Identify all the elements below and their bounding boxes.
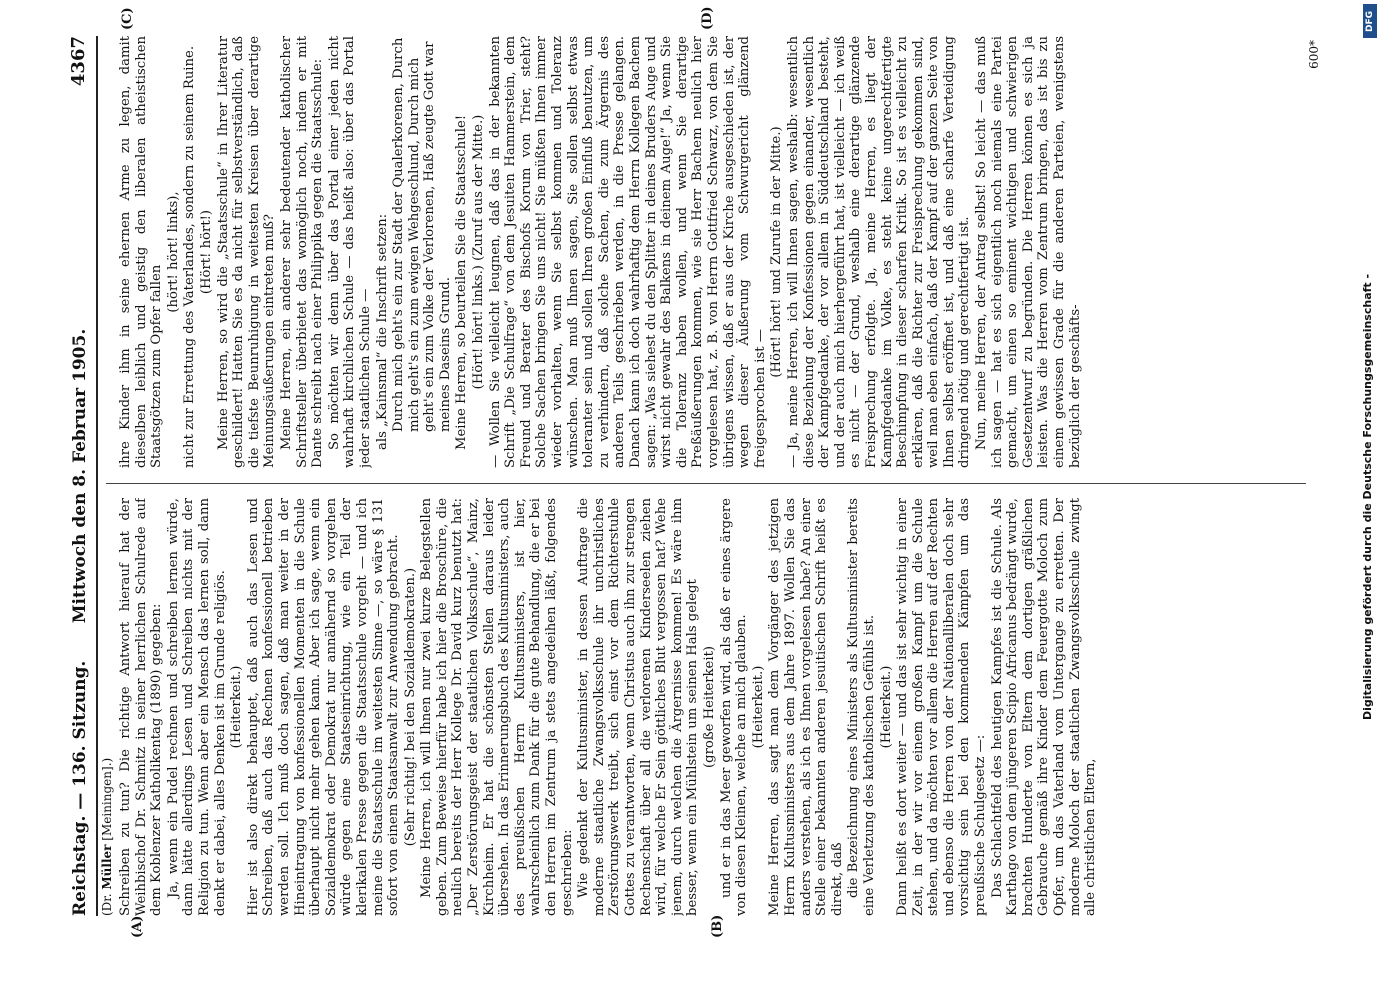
speaker-name: Müller <box>100 844 114 890</box>
speaker-heading <box>100 758 114 916</box>
interjection: (Hört! hört! links.) (Zuruf aus der Mitte.) <box>471 114 487 390</box>
footer-mark: 600* <box>1307 40 1321 69</box>
paragraph: Wie gedenkt der Kultusminister, in dessen Auftrage die moderne staatliche Zwangsvolksschule ihr unchristliches Zerstörungswerk treibt, sich einst vor dem Richterstuhle Gottes zu verantworten, wenn Christus auch ihn zur strengen Rechenschaft über all die verlorenen Kinderseelen ziehen wird, für welche Er Sein göttliches Blut vergossen hat? Wehe jenem, durch welchen die Ärgernisse kommen! Es wäre ihm besser, wenn ein Mühlstein um seinen Hals gelegt <box>576 498 701 916</box>
interjection: (Hört! hört! und Zurufe in der Mitte.) <box>769 126 785 378</box>
margin-mark-c: (C) <box>120 7 135 30</box>
paragraph: Meine Herren, das sagt man dem Vorgänger des jetzigen Herrn Kultusministers aus dem Jahre 1897. Wollen Sie das anders verstehen, als ich es Ihnen vorgelesen habe? An einer Stelle einer bekannten anderen jesuitischen Schrift heißt es direkt, daß <box>767 498 845 916</box>
interjection: (Hört! hört!) <box>198 209 214 295</box>
left-column <box>118 498 1308 916</box>
speaker-district: [Meiningen].) <box>100 757 114 841</box>
paragraph: — Wollen Sie vielleicht leugnen, daß das in der bekannten Schrift „Die Schulfrage“ von dem Jesuiten Hammerstein, dem Freund und Berater des Bischofs Korum von Trier, steht? Solche Sachen bringen Sie uns nicht! Sie müßten Ihnen immer wieder vorhalten, wenn Sie selbst kommen und Toleranz wünschen. Man muß Ihnen sagen, Sie sollen selbst etwas toleranter sein und sollen Ihren großen Einfluß benutzen, um zu verhindern, daß solche Sachen, die zum Ärgernis des anderen Teils geschrieben werden, in die Presse gelangen. Danach kann ich doch wahrhaftig dem Herrn Kollegen Bachem sagen: „Was siehest du den Splitter in deines Bruders Auge und wirst nicht gewahr des Balkens in deinem Auge!“ Ja, wenn Sie die Toleranz haben wollen, und wenn Sie derartige Preßäußerungen kommen, wie sie Herr Bachem neulich hier vorgelesen hat, z. B. von Herrn Gottfried Schwarz, von dem Sie übrigens wissen, daß er aus der Kirche ausgeschieden ist, der wegen dieser Äußerung vom Schwurgericht glänzend freigesprochen ist — <box>487 36 768 468</box>
paragraph: So möchten wir denn über das Portal einer jeden nicht wahrhaft kirchlichen Schule — das heißt also: über das Portal jeder staatlichen Schule — <box>326 36 373 468</box>
interjection: (hört! hört! links), <box>165 191 181 313</box>
interjection: (Heiterkeit.) <box>750 665 766 749</box>
paragraph: Dann heißt es dort weiter — und das ist sehr wichtig in einer Zeit, in der wir vor einem großen Kampf um die Schule stehen, und da möchten vor allem die Herren auf der Rechten und ebenso die Herren von der Nationalliberalen doch sehr vorsichtig sein bei den kommenden Kämpfen um das preußische Schulgesetz —: <box>895 498 989 916</box>
interjection: (Sehr richtig! bei den Sozialdemokraten.) <box>402 567 418 847</box>
paragraph: Das Schlachtfeld des heutigen Kampfes ist die Schule. Als Karthago von dem jüngeren Scipio Africanus bedrängt wurde, brachten Hunderte von Eltern dem dortigen gräßlichen Gebrauche gemäß ihre Kinder dem Feuergotte Moloch zum Opfer, um das Vaterland vom Untergange zu erretten. Der moderne Moloch der staatlichen Zwangsvolksschule zwingt alle christlichen Eltern, <box>989 498 1099 916</box>
paragraph: Nun, meine Herren, der Antrag selbst! So leicht — das muß ich sagen — hat es sich eigentlich noch niemals eine Partei gemacht, um einen so eminent wichtigen und schwierigen Gesetzentwurf zu begründen. Die Herren können es sich ja leisten. Was die Herren vom Zentrum bringen, das ist bis zu einem gewissen Grade für die anderen Parteien, wenigstens bezüglich der geschäfts- <box>974 36 1083 468</box>
paragraph: Meine Herren, ein anderer sehr bedeutender katholischer Schriftsteller überbietet das womöglich noch, indem er mit Dante schreibt nach einer Philippika gegen die Staatsschule: <box>278 36 326 468</box>
header-date: Mittwoch den 8. Februar 1905. <box>70 328 90 624</box>
paragraph: Ja, wenn ein Pudel rechnen und schreiben lernen würde, dann hätte allerdings Lesen und Schreiben nichts mit der Religion zu tun. Wenn aber ein Mensch das lernen soll, dann denkt er dabei, alles Denken ist im Grunde religiös. <box>165 498 228 916</box>
dfg-logo: DFG <box>1363 4 1377 38</box>
paragraph: die Bezeichnung eines Ministers als Kultusminister bereits eine Verletzung des katholischen Gefühls ist. <box>846 498 877 916</box>
page-number: 4367 <box>68 36 89 87</box>
column-divider <box>106 483 1306 484</box>
digitization-credit: Digitalisierung gefördert durch die Deutsche Forschungsgemeinschaft - <box>1361 273 1374 720</box>
paragraph: Meine Herren, ich will Ihnen nur zwei kurze Belegstellen geben. Zum Beweise hierfür habe ich hier die Broschüre, die neulich bereits der Herr Kollege Dr. David kurz benutzt hat: „Der Zerstörungsgeist der staatlichen Volksschule“, Mainz, Kirchheim. Er hat die schönsten Stellen daraus leider übersehen. In das Erinnerungsbuch des Kultusministers, auch des preußischen Herrn Kultusministers, ist hier, wahrscheinlich zum Dank für die gute Behandlung, die er bei den Herren im Zentrum ja stets angedeihen läßt, folgendes geschrieben: <box>419 498 575 916</box>
margin-mark-b: (B) <box>710 914 725 938</box>
interjection: (Heiterkeit.) <box>878 665 894 749</box>
header-session: Reichstag. — 136. Sitzung. <box>70 660 90 916</box>
paragraph: als „Kainsmal“ die Inschrift setzen: <box>374 213 390 450</box>
paragraph: Meine Herren, so wird die „Staatsschule“ in Ihrer Literatur geschildert! Hatten Sie es da nicht für selbstverständlich, daß die tiefste Beunruhigung in weitesten Kreisen über derartige Meinungsäußerungen eintreten muß? <box>215 36 278 468</box>
interjection: (Heiterkeit.) <box>229 665 245 749</box>
margin-mark-a: (A) <box>130 915 145 938</box>
paragraph: Hier ist also direkt behauptet, daß auch das Lesen und Schreiben, daß auch das Rechnen konfessionell betrieben werden soll. Ich muß doch sagen, daß man weiter in der Hineintragung von konfessionellen Momenten in die Schule überhaupt nicht mehr gehen kann. Aber ich sage, wenn ein Sozialdemokrat oder Demokrat nur annähernd so vorgehen würde gegen eine Staatseinrichtung, wie ein Teil der klerikalen Presse gegen die Staatsschule vorgeht — und ich meine die Staatsschule im weitesten Sinne —, so wäre § 131 sofort von einem Staatsanwalt zur Anwendung gebracht. <box>245 498 402 916</box>
right-column <box>118 36 1308 468</box>
paragraph: ihre Kinder ihm in seine ehernen Arme zu legen, damit dieselben leiblich und geistig den liberalen atheistischen Staatsgötzen zum Opfer fallen <box>118 36 165 468</box>
paragraph: Schreiben zu tun? Die richtige Antwort hierauf hat der Weihbischof Dr. Schmitz in seiner herrlichen Schulrede auf dem Koblenzer Katholikentag (1890) gegeben: <box>118 498 165 916</box>
paragraph: nicht zur Errettung des Vaterlandes, sondern zu seinem Ruine. <box>182 45 198 468</box>
margin-mark-d: (D) <box>700 6 715 30</box>
page-header <box>68 36 98 916</box>
paragraph: Durch mich geht's ein zur Stadt der Qualerkorenen, Durch mich geht's ein zum ewigen Wehgeschlund, Durch mich geht's ein zum Volke der Verlorenen, Haß zeugte Gott war meines Daseins Grund. <box>391 37 453 432</box>
speaker-title: (Dr. <box>100 893 114 916</box>
paragraph: — Ja, meine Herren, ich will Ihnen sagen, weshalb: wesentlich diese Beziehung der Konfessionen gegen einander, wesentlich der Kampfgedanke, der vor allem in Süddeutschland besteht, und der auch mich hierhergeführt hat, ist vielleicht — ich weiß es nicht — der Grund, weshalb eine derartige glänzende Freisprechung erfolgte. Ja, meine Herren, es liegt der Kampfgedanke im Volke, es steht keine ungerechtfertigte Beschimpfung in dieser scharfen Kritik. So ist es vielleicht zu erklären, daß die Richter zur Freisprechung gekommen sind, weil man eben einfach, daß der Kampf auf der ganzen Seite von Ihnen selbst eröffnet ist, und daß eine scharfe Verteidigung dringend nötig und gerechtfertigt ist. <box>785 36 973 468</box>
paragraph: Meine Herren, so beurteilen Sie die Staatsschule! <box>454 114 470 450</box>
interjection: (große Heiterkeit) <box>701 645 717 769</box>
paragraph: und er in das Meer geworfen wird, als daß er eines ärgere von diesen Kleinen, welche an mich glauben. <box>718 498 750 916</box>
